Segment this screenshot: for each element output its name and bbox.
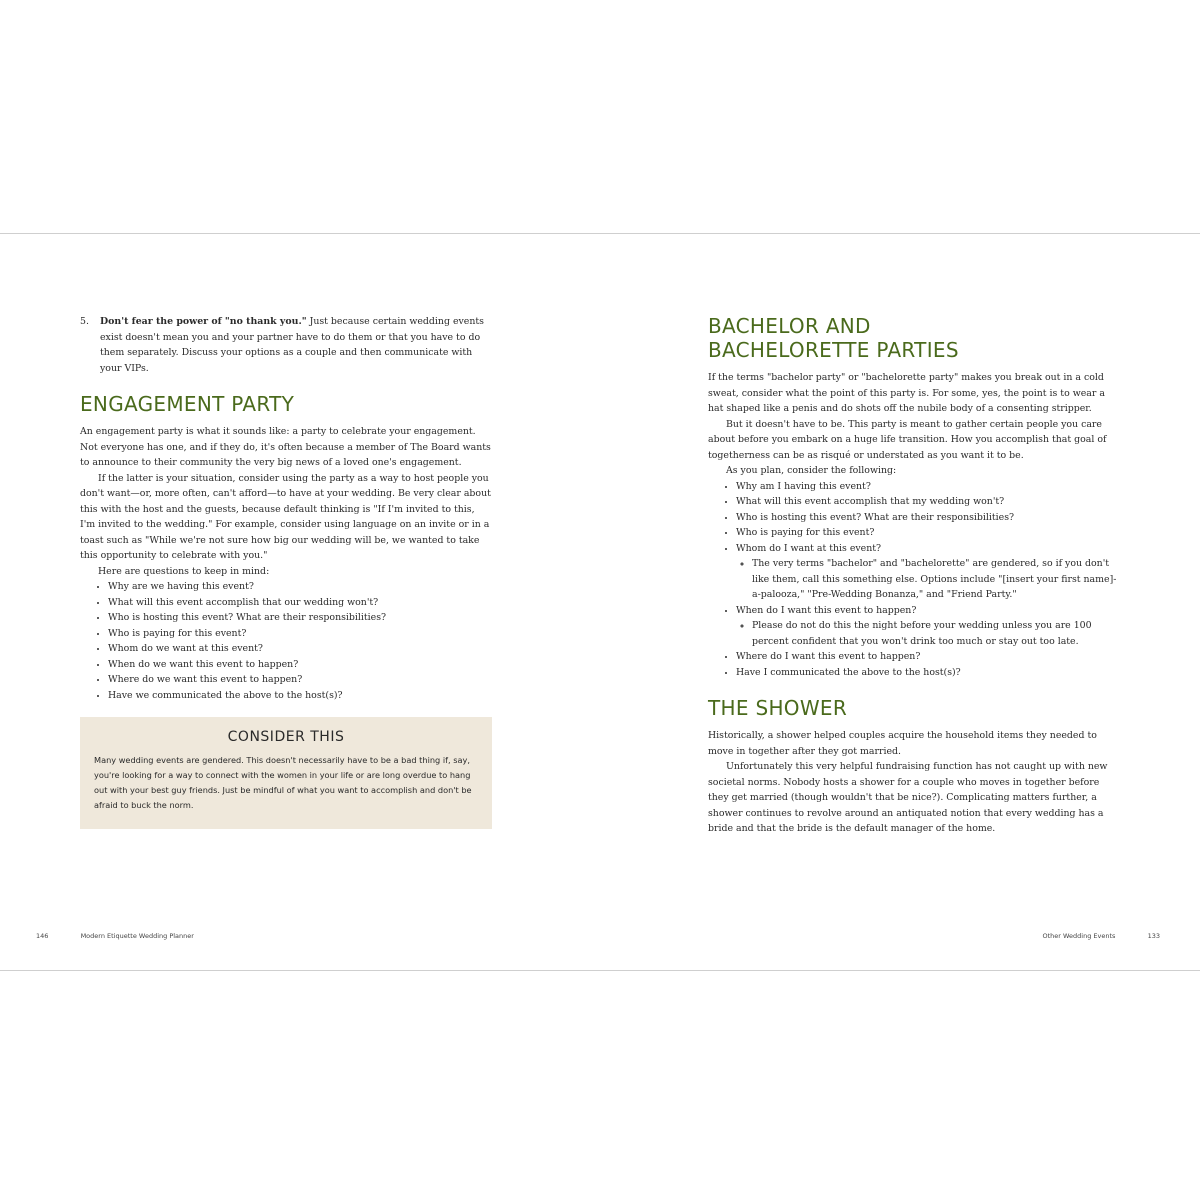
list-item: • Why are we having this event? [108, 579, 492, 595]
list-item: • Who is paying for this event? [736, 525, 1120, 541]
list-item: • What will this event accomplish that my wedding won't? [736, 494, 1120, 510]
title-line-1: BACHELOR AND [708, 314, 871, 338]
sub-list [736, 556, 1120, 603]
item-bold-lead: Don't fear the power of "no thank you." [100, 316, 307, 327]
paragraph: As you plan, consider the following: [726, 465, 897, 476]
left-column [80, 314, 492, 829]
list-item-text: When do I want this event to happen? [736, 604, 917, 616]
list-item: • Have I communicated the above to the host(s)? [736, 665, 1120, 681]
section-title-engagement: ENGAGEMENT PARTY [80, 392, 295, 416]
sidebar-text: Many wedding events are gendered. This doesn't necessarily have to be a bad thing if, say, you're looking for a way to connect with the women in your life or are long overdue to hang out with your best guy friends. Just be mindful of what you want to accomplish and don't be afraid to buck the norm. [94, 755, 472, 810]
book-title: Modern Etiquette Wedding Planner [80, 932, 194, 940]
page-number: 133 [1147, 932, 1160, 940]
list-item: • Where do we want this event to happen? [108, 672, 492, 688]
item-number: 5. [80, 316, 89, 327]
list-item: • What will this event accomplish that our wedding won't? [108, 595, 492, 611]
title-line-2: BACHELORETTE PARTIES [708, 338, 959, 362]
paragraph: Here are questions to keep in mind: [98, 565, 270, 577]
paragraph: An engagement party is what it sounds like: a party to celebrate your engagement. Not everyone has one, and if they do, it's often because a member of The Board wants to announce to their community the very big news of a loved one's engagement. [80, 426, 491, 468]
sub-list [736, 618, 1120, 649]
consider-this-sidebar [80, 717, 492, 829]
sub-list-item: ◦ The very terms "bachelor" and "bachelorette" are gendered, so if you don't like them, call this something else. Options include "[insert your first name]-a-palooza," "Pre-Wedding Bonanza," and "Friend Party." [752, 556, 1120, 603]
left-footer [36, 932, 194, 940]
paragraph: Historically, a shower helped couples acquire the household items they needed to move in together after they got married. [708, 730, 1097, 757]
list-item: • Where do I want this event to happen? [736, 649, 1120, 665]
list-item: • Who is paying for this event? [108, 626, 492, 642]
numbered-list [80, 314, 492, 376]
paragraph: But it doesn't have to be. This party is meant to gather certain people you care about before you embark on a huge life transition. How you accomplish that goal of togetherness can be as risqué or understated as you want it to be. [708, 418, 1107, 461]
list-item: • Who is hosting this event? What are their responsibilities? [108, 610, 492, 626]
page-number: 146 [36, 932, 49, 940]
right-column [708, 314, 1120, 837]
right-page [600, 234, 1200, 970]
sidebar-title: CONSIDER THIS [227, 729, 345, 745]
section-title-shower: THE SHOWER [708, 696, 848, 720]
list-item: • When do we want this event to happen? [108, 657, 492, 673]
question-list [80, 579, 492, 703]
list-item: • Who is hosting this event? What are their responsibilities? [736, 510, 1120, 526]
item-text: Just because certain wedding events exist doesn't mean you and your partner have to do them or that you have to do them separately. Discuss your options as a couple and then communicate with your VIPs. [100, 316, 484, 374]
consideration-list [708, 479, 1120, 681]
list-item [736, 541, 1120, 603]
book-spread [0, 233, 1200, 971]
sub-list-item: ◦ Please do not do this the night before your wedding unless you are 100 percent confident that you won't drink too much or stay out too late. [752, 618, 1120, 649]
paragraph: Unfortunately this very helpful fundraising function has not caught up with new societal norms. Nobody hosts a shower for a couple who moves in together before they get married (though wouldn't that be nice?). Complicating matters further, a shower continues to revolve around an antiquated notion that every wedding has a bride and that the bride is the default manager of the home. [708, 761, 1108, 834]
left-page [0, 234, 600, 970]
paragraph: If the latter is your situation, consider using the party as a way to host people you don't want—or, more often, can't afford—to have at your wedding. Be very clear about this with the host and the guests, because default thinking is "If I'm invited to this, I'm invited to the wedding." For example, consider using language on an invite or in a toast such as "While we're not sure how big our wedding will be, we wanted to take this opportunity to celebrate with you." [80, 472, 491, 561]
paragraph: If the terms "bachelor party" or "bachelorette party" makes you break out in a cold sweat, consider what the point of this party is. For some, yes, the point is to wear a hat shaped like a penis and do shots off the nubile body of a consenting stripper. [708, 372, 1105, 414]
list-item: • Whom do we want at this event? [108, 641, 492, 657]
list-item: • Have we communicated the above to the host(s)? [108, 688, 492, 704]
numbered-item [80, 314, 492, 376]
list-item [736, 603, 1120, 650]
section-name: Other Wedding Events [1042, 932, 1116, 940]
section-title-bachelor [708, 314, 1120, 362]
list-item: • Why am I having this event? [736, 479, 1120, 495]
list-item-text: Whom do I want at this event? [736, 542, 882, 554]
right-footer [1042, 932, 1160, 940]
